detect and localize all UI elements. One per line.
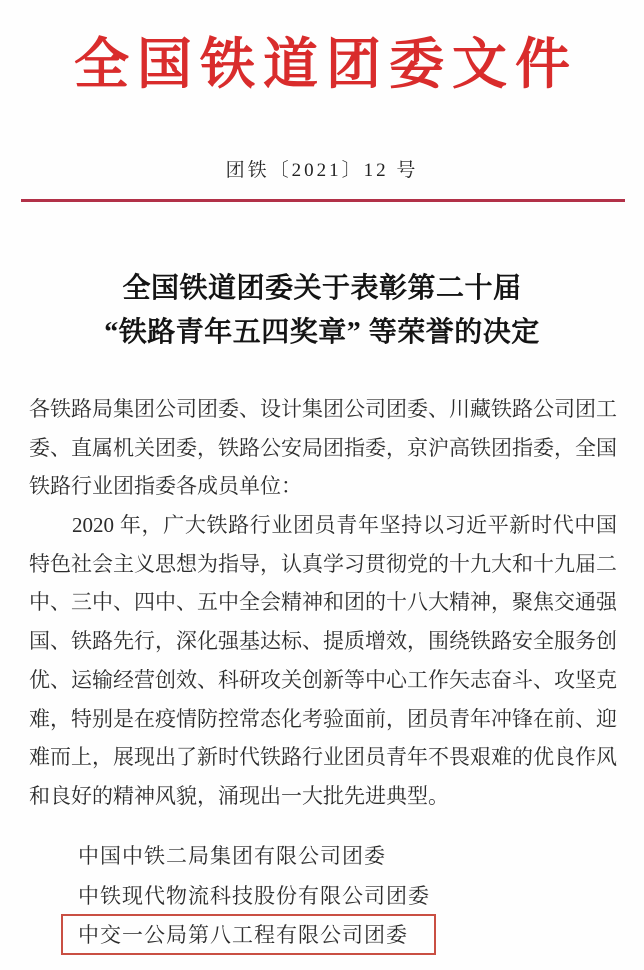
organization-item [78, 835, 644, 875]
body-text-line: 难，特别是在疫情防控常态化考验面前，团员青年冲锋在前、迎 [29, 706, 617, 731]
document-body [29, 390, 617, 816]
body-text-line: 特色社会主义思想为指导，认真学习贯彻党的十九大和十九届二 [29, 551, 617, 576]
document-number: 团铁〔2021〕12 号 [225, 160, 419, 181]
red-divider-rule [21, 199, 625, 202]
organization-name: 中国中铁二局集团有限公司团委 [78, 843, 386, 868]
body-text-line: 优、运输经营创效、科研攻关创新等中心工作矢志奋斗、攻坚克 [29, 667, 617, 692]
decision-title [0, 267, 644, 355]
organization-item [61, 915, 644, 955]
organization-name: 中交一公局第八工程有限公司团委 [61, 914, 436, 955]
body-text-line: 国、铁路先行，深化强基达标、提质增效，围绕铁路安全服务创 [29, 629, 617, 654]
decision-title-line2: “铁路青年五四奖章” 等荣誉的决定 [104, 317, 540, 348]
body-text-line: 2020 年，广大铁路行业团员青年坚持以习近平新时代中国 [72, 513, 617, 538]
body-text-line: 中、三中、四中、五中全会精神和团的十八大精神，聚焦交通强 [29, 590, 617, 615]
body-text-line: 各铁路局集团公司团委、设计集团公司团委、川藏铁路公司团工 [29, 397, 617, 421]
decision-title-line1: 全国铁道团委关于表彰第二十届 [122, 273, 522, 304]
body-text-line: 难而上，展现出了新时代铁路行业团员青年不畏艰难的优良作风 [29, 745, 617, 770]
letterhead-title: 全国铁道团委文件 [73, 34, 578, 95]
body-text-line: 和良好的精神风貌，涌现出一大批先进典型。 [29, 783, 449, 808]
body-text-line: 铁路行业团指委各成员单位： [29, 474, 302, 499]
awarded-organizations-list [0, 835, 644, 955]
organization-item [78, 875, 644, 915]
organization-name: 中铁现代物流科技股份有限公司团委 [78, 883, 430, 908]
body-text-line: 委、直属机关团委，铁路公安局团指委，京沪高铁团指委，全国 [29, 435, 617, 460]
